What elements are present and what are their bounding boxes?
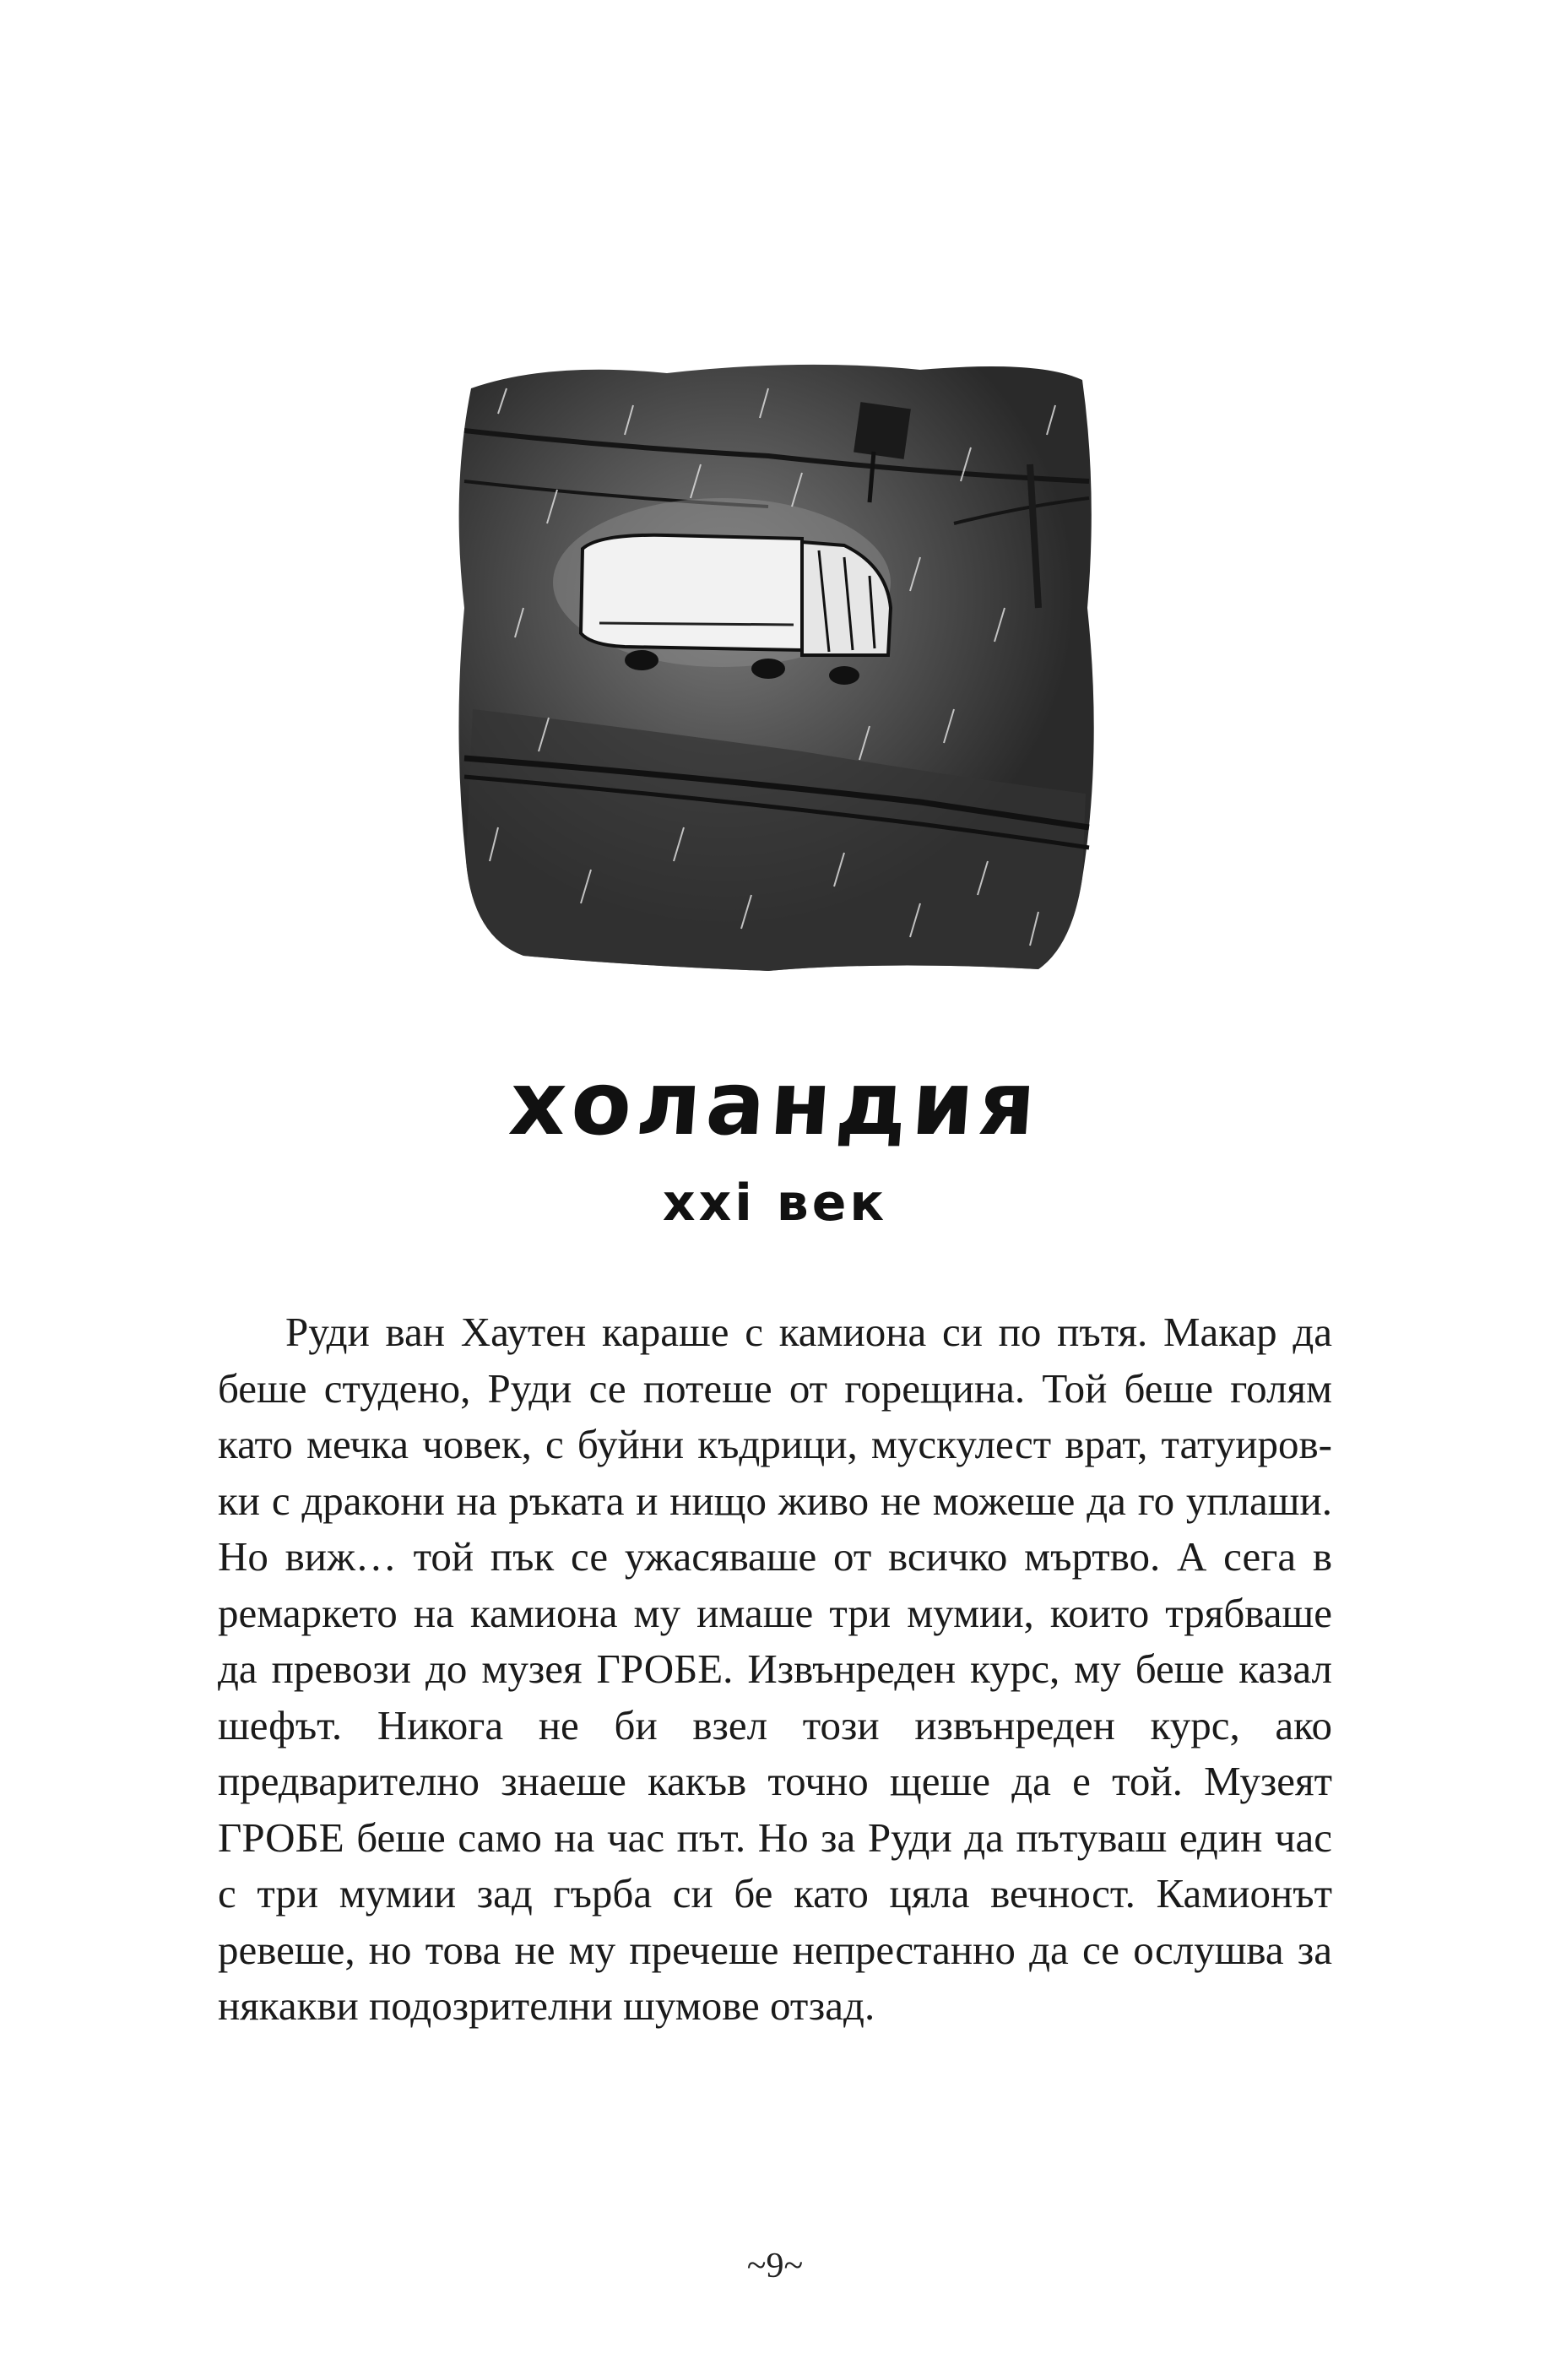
chapter-subtitle: xxi век xyxy=(662,1174,888,1233)
body-paragraph: Руди ван Хаутен караше с камиона си по пътя. Макар да беше студено, Руди се потеше от горещина. Той беше голям като мечка човек, с буйни къдрици, мускулест врат, татуировки с дракони на ръката и нищо живо не можеше да го уплаши. Но виж… той пък се ужасяваше от всичко мъртво. А сега в ремаркето на камиона му имаше три мумии, които трябваше да превози до музея ГРОБЕ. Извънреден курс, му беше казал шефът. Никога не би взел този извънреден курс, ако предварително знаеше какъв точно щеше да е той. Музеят ГРОБЕ беше само на час път. Но за Руди да пътуваш един час с три мумии зад гърба си бе като цяла вечност. Камионът ревеше, но това не му пречеше непрестанно да се ослушва за някакви подозрителни шумове отзад. xyxy=(218,1309,1332,2029)
chapter-title: холандия xyxy=(506,1052,1044,1155)
page-number: ~9~ xyxy=(746,2247,804,2285)
truck-in-rain-icon xyxy=(447,355,1106,979)
